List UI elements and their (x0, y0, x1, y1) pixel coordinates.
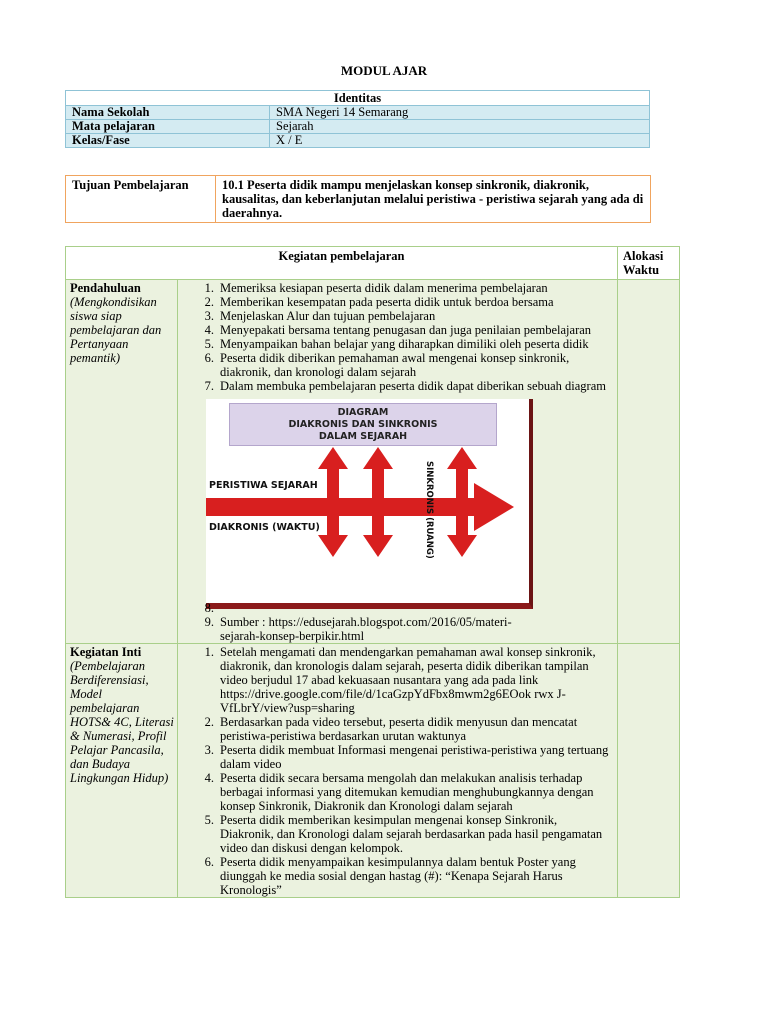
diagram-image (206, 399, 533, 609)
inti-subtitle: (Pembelajaran Berdiferensiasi, Model pembelajaran HOTS& 4C, Literasi & Numerasi, Profil Pelajar Pancasila, dan Budaya Lingkungan Hidup) (70, 659, 174, 785)
alokasi-cell (618, 644, 680, 898)
inti-title: Kegiatan Inti (70, 645, 142, 659)
pendahuluan-row (66, 280, 680, 644)
pendahuluan-body (178, 280, 618, 644)
list-item: 5. Peserta didik memberikan kesimpulan mengenai konsep Sinkronik, Diakronik, dan Kronologi dalam sejarah berdasarkan pada hasil pengamatan video dan diskusi dengan kelompok. (204, 813, 603, 855)
source-link: Sumber : https://edusejarah.blogspot.com/2016/05/materi- (220, 615, 512, 629)
pendahuluan-title: Pendahuluan (70, 281, 141, 295)
list-item: 2. Berdasarkan pada video tersebut, peserta didik menyusun dan mencatat peristiwa-peristiwa berdasarkan urutan waktunya (204, 715, 578, 743)
inti-list (198, 645, 611, 897)
identitas-value: SMA Negeri 14 Semarang (270, 106, 650, 120)
inti-label (66, 644, 178, 898)
tujuan-table (65, 175, 651, 223)
document-title: MODUL AJAR (340, 63, 428, 78)
inti-row (66, 644, 680, 898)
table-row (66, 134, 650, 148)
tujuan-text: 10.1 Peserta didik mampu menjelaskan konsep sinkronik, diakronik, kausalitas, dan keberlanjutan melalui peristiwa - peristiwa sejarah yang ada di daerahnya. (216, 176, 651, 223)
identitas-label: Nama Sekolah (66, 106, 270, 120)
list-item: 1. Memeriksa kesiapan peserta didik dalam menerima pembelajaran (204, 281, 548, 295)
pendahuluan-label (66, 280, 178, 644)
list-item: 4. Menyepakati bersama tentang penugasan dan juga penilaian pembelajaran (204, 323, 592, 337)
identitas-table (65, 90, 650, 148)
list-item: 8. (204, 601, 214, 615)
list-item: 5. Menyampaikan bahan belajar yang diharapkan dimiliki oleh peserta didik (204, 337, 589, 351)
identitas-header: Identitas (66, 91, 650, 106)
list-item: 1. Setelah mengamati dan mendengarkan pemahaman awal konsep sinkronik, diakronik, dan kronologis dalam sejarah, peserta didik diberikan tampilan video berjudul 17 abad kekuasaan nusantara yang ada pada link https://drive.google.com/file/d/1caGzpYdFbx8mwm2g6EOok rwx J-VfLbrY/view?usp=sharing (204, 645, 596, 715)
table-row (66, 120, 650, 134)
list-item: 4. Peserta didik secara bersama mengolah dan melakukan analisis terhadap berbagai informasi yang ditemukan kemudian menghubungkannya dengan konsep Sinkronik, Diakronik dan Kronologi dalam sejarah (204, 771, 594, 813)
kegiatan-table (65, 246, 680, 898)
list-item: 6. Peserta didik menyampaikan kesimpulannya dalam bentuk Poster yang diunggah ke media sosial dengan hastag (#): “Kenapa Sejarah Harus Kronologis” (204, 855, 576, 897)
list-item: 3. Menjelaskan Alur dan tujuan pembelajaran (204, 309, 436, 323)
list-item: 3. Peserta didik membuat Informasi mengenai peristiwa-peristiwa yang tertuang dalam video (204, 743, 609, 771)
identitas-value: X / E (270, 134, 650, 148)
tujuan-label: Tujuan Pembelajaran (66, 176, 216, 223)
list-item: 7. Dalam membuka pembelajaran peserta didik dapat diberikan sebuah diagram (204, 379, 606, 393)
diagram-title: DIAGRAM DIAKRONIS DAN SINKRONIS DALAM SEJARAH (229, 403, 497, 446)
list-item: 6. Peserta didik diberikan pemahaman awal mengenai konsep sinkronik, diakronik, dan kronologi dalam sejarah (204, 351, 570, 379)
identitas-label: Mata pelajaran (66, 120, 270, 134)
list-item: 9. Sumber : https://edusejarah.blogspot.com/2016/05/materi- sejarah-konsep-berpikir.html (204, 615, 512, 643)
diagram-label-peristiwa: PERISTIWA SEJARAH (209, 480, 318, 491)
identitas-value: Sejarah (270, 120, 650, 134)
pendahuluan-subtitle: (Mengkondisikan siswa siap pembelajaran dan Pertanyaan pemantik) (70, 295, 162, 365)
identitas-label: Kelas/Fase (66, 134, 270, 148)
table-row (66, 106, 650, 120)
pendahuluan-list-cont (198, 601, 611, 643)
source-link-cont: sejarah-konsep-berpikir.html (220, 629, 365, 643)
pendahuluan-list (198, 281, 611, 393)
alokasi-cell (618, 280, 680, 644)
diagram-label-sinkronis: SINKRONIS (RUANG) (424, 461, 434, 559)
alokasi-header: Alokasi Waktu (618, 247, 680, 280)
diagram-label-diakronis: DIAKRONIS (WAKTU) (209, 522, 320, 533)
inti-body (178, 644, 618, 898)
list-item: 2. Memberikan kesempatan pada peserta didik untuk berdoa bersama (204, 295, 554, 309)
kegiatan-header: Kegiatan pembelajaran (66, 247, 618, 280)
